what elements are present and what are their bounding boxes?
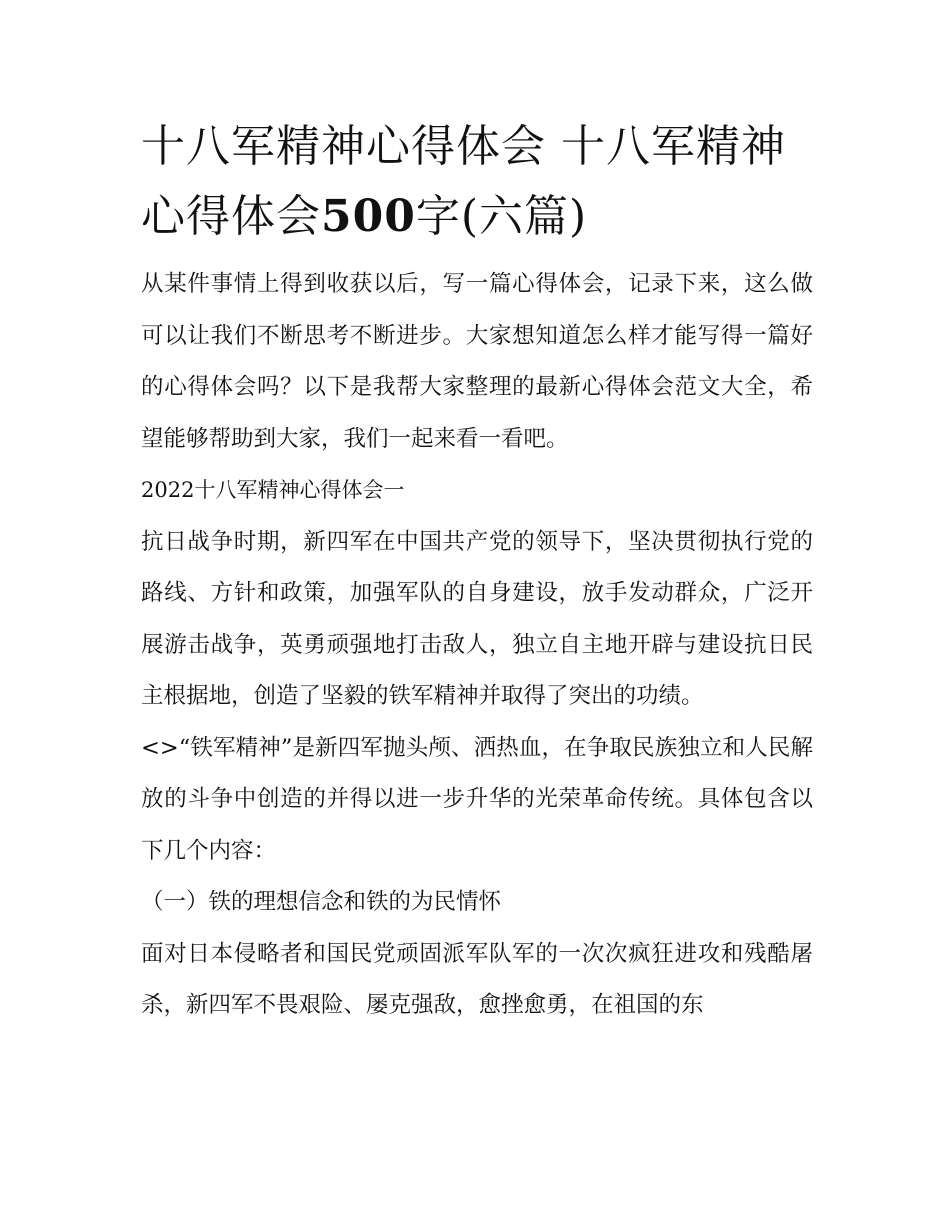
subheading-1: （一）铁的理想信念和铁的为民情怀 — [141, 889, 502, 915]
title-text-part1: 十八军精神心得体会 十八军精神心得体会 — [141, 121, 786, 242]
paragraph-3: 面对日本侵略者和国民党顽固派军队军的一次次疯狂进攻和残酷屠杀，新四军不畏艰险、屡克强敌，愈挫愈勇，在祖国的东 — [141, 940, 813, 1018]
document-page — [141, 112, 813, 1032]
section-heading: 2022十八军精神心得体会一 — [141, 478, 405, 502]
intro-paragraph: 从某件事情上得到收获以后，写一篇心得体会，记录下来，这么做可以让我们不断思考不断进步。大家想知道怎么样才能写得一篇好的心得体会吗？以下是我帮大家整理的最新心得体会范文大全，希望能够帮助到大家，我们一起来看一看吧。 — [141, 271, 813, 452]
title-number: 500 — [321, 191, 416, 242]
title-text-part2: 字(六篇) — [415, 191, 588, 242]
document-title — [141, 112, 813, 252]
paragraph-1: 抗日战争时期，新四军在中国共产党的领导下，坚决贯彻执行党的路线、方针和政策，加强军队的自身建设，放手发动群众，广泛开展游击战争，英勇顽强地打击敌人，独立自主地开辟与建设抗日民主根据地，创造了坚毅的铁军精神并取得了突出的功绩。 — [141, 528, 813, 709]
paragraph-2: <>“铁军精神”是新四军抛头颅、洒热血，在争取民族独立和人民解放的斗争中创造的并得以进一步升华的光荣革命传统。具体包含以下几个内容： — [141, 734, 813, 864]
